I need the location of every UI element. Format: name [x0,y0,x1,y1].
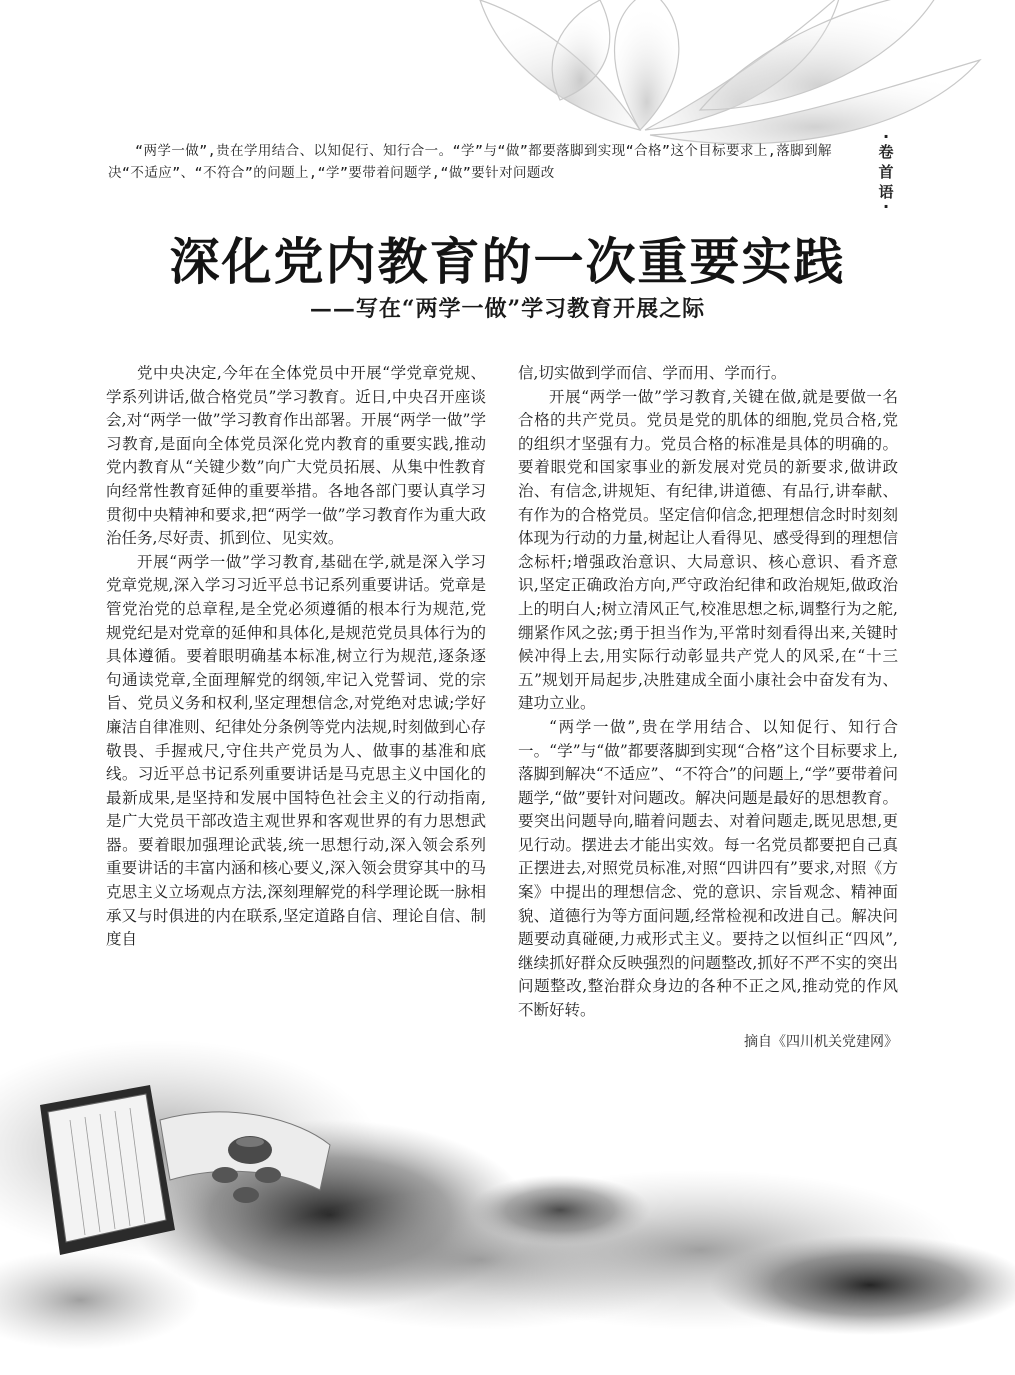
article-paragraph: 信,切实做到学而信、学而用、学而行。 [518,364,787,382]
column-tag-dot-top: · [882,127,890,146]
column-tag-dot-bottom: · [882,197,890,216]
article-paragraph: 党中央决定,今年在全体党员中开展“学党章党规、学系列讲话,做合格党员”学习教育。近日,中央召开座谈会,对“两学一做”学习教育作出部署。开展“两学一做”学习教育,是面向全体党员深化党内教育的重要实践,推动党内教育从“关键少数”向广大党员拓展、从集中性教育向经常性教育延伸的重要举措。各地各部门要认真学习贯彻中央精神和要求,把“两学一做”学习教育作为重大政治任务,尽好责、抓到位、见实效。 [106,364,486,548]
article-paragraph: 开展“两学一做”学习教育,关键在做,就是要做一名合格的共产党员。党员是党的肌体的细胞,党员合格,党的组织才坚强有力。党员合格的标准是具体的明确的。要着眼党和国家事业的新发展对党员的新要求,做讲政治、有信念,讲规矩、有纪律,讲道德、有品行,讲奉献、有作为的合格党员。坚定信仰信念,把理想信念时时刻刻体现为行动的力量,树起让人看得见、感受得到的理想信念标杆;增强政治意识、大局意识、核心意识、看齐意识,坚定正确政治方向,严守政治纪律和政治规矩,做政治上的明白人;树立清风正气,校准思想之标,调整行为之舵,绷紧作风之弦;勇于担当作为,平常时刻看得出来,关键时候冲得上去,用实际行动彰显共产党人的风采,在“十三五”规划开局起步,决胜建成全面小康社会中奋发有为、建功立业。 [518,387,898,713]
column-tag-char: 卷 [878,143,894,161]
lotus-illustration [480,0,980,144]
article-title: 深化党内教育的一次重要实践 [169,233,846,291]
article-paragraph: 开展“两学一做”学习教育,基础在学,就是深入学习党章党规,深入学习习近平总书记系列重要讲话。党章是管党治党的总章程,是全党必须遵循的根本行为规范,党规党纪是对党章的延伸和具体化,是规范党员具体行为的具体遵循。要着眼明确基本标准,树立行为规范,逐条逐句通读党章,全面理解党的纲领,牢记入党誓词、党的宗旨、党员义务和权利,坚定理想信念,对党绝对忠诚;学好廉洁自律准则、纪律处分条例等党内法规,时刻做到心存敬畏、手握戒尺,守住共产党员为人、做事的基准和底线。习近平总书记系列重要讲话是马克思主义中国化的最新成果,是坚持和发展中国特色社会主义的行动指南,是广大党员干部改造主观世界和客观世界的有力思想武器。要着眼加强理论武装,统一思想行动,深入领会系列重要讲话的丰富内涵和核心要义,深入领会贯穿其中的马克思主义立场观点方法,深刻理解党的科学理论既一脉相承又与时俱进的内在联系,坚定道路自信、理论自信、制度自 [106,552,486,949]
column-tag-char: 首 [878,163,894,181]
header-quote-text: “两学一做”,贵在学用结合、以知促行、知行合一。“学”与“做”都要落脚到实现“合格”这个目标要求上,落脚到解决“不适应”、“不符合”的问题上,“学”要带着问题学,“做”要针对问题改 [108,143,832,181]
column-tag [870,127,902,216]
article-column-left [106,362,486,952]
column-tag-char: 语 [878,183,894,201]
article-subtitle: ——写在“两学一做”学习教育开展之际 [309,296,706,322]
article-paragraph: “两学一做”,贵在学用结合、以知促行、知行合一。“学”与“做”都要落脚到实现“合格”这个目标要求上,落脚到解决“不适应”、“不符合”的问题上,“学”要带着问题学,“做”要针对问题改。解决问题是最好的思想教育。要突出问题导向,瞄着问题去、对着问题走,既见思想,更见行动。摆进去才能出实效。每一名党员都要把自己真正摆进去,对照党员标准,对照“四讲四有”要求,对照《方案》中提出的理想信念、党的意识、宗旨观念、精神面貌、道德行为等方面问题,经常检视和改进自己。解决问题要动真碰硬,力戒形式主义。要持之以恒纠正“四风”,继续抓好群众反映强烈的问题整改,抓好不严不实的突出问题整改,整治群众身边的各种不正之风,推动党的作风不断好转。 [518,717,898,1020]
article-source: 摘自《四川机关党建网》 [744,1033,898,1050]
article-column-right [518,362,898,1054]
header-quote [108,140,838,184]
